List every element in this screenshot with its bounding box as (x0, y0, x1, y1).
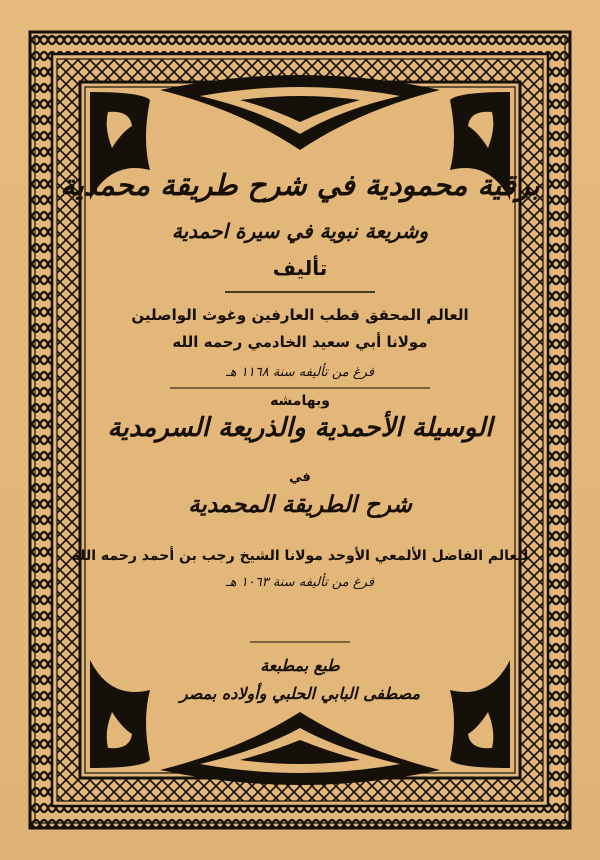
printed-by-label: طبع بمطبعة (260, 656, 340, 675)
publisher-name: مصطفى البابي الحلبي وأولاده بمصر (179, 684, 421, 703)
second-work-author: للعالم الفاضل الألمعي الأوحد مولانا الشيخ رجب بن أحمد رحمه الله (71, 548, 529, 564)
margin-note-label: وبهامشه (270, 393, 330, 409)
second-work-subtitle: شرح الطريقة المحمدية (188, 492, 412, 518)
author-name: مولانا أبي سعيد الخادمي رحمه الله (172, 333, 428, 351)
second-work-title: الوسيلة الأحمدية والذريعة السرمدية (107, 413, 493, 443)
authored-by-label: تأليف (272, 256, 328, 280)
completion-date-1: فرغ من تأليفه سنة ١١٦٨ هـ (225, 365, 375, 380)
book-subtitle: وشريعة نبوية في سيرة احمدية (171, 219, 429, 243)
second-work-connector: في (289, 470, 311, 485)
completion-date-2: فرغ من تأليفه سنة ١٠٦٣ هـ (225, 575, 375, 590)
book-title: برقية محمودية في شرح طريقة محمدية (60, 168, 540, 202)
author-description: العالم المحقق قطب العارفين وغوث الواصلين (131, 306, 469, 324)
